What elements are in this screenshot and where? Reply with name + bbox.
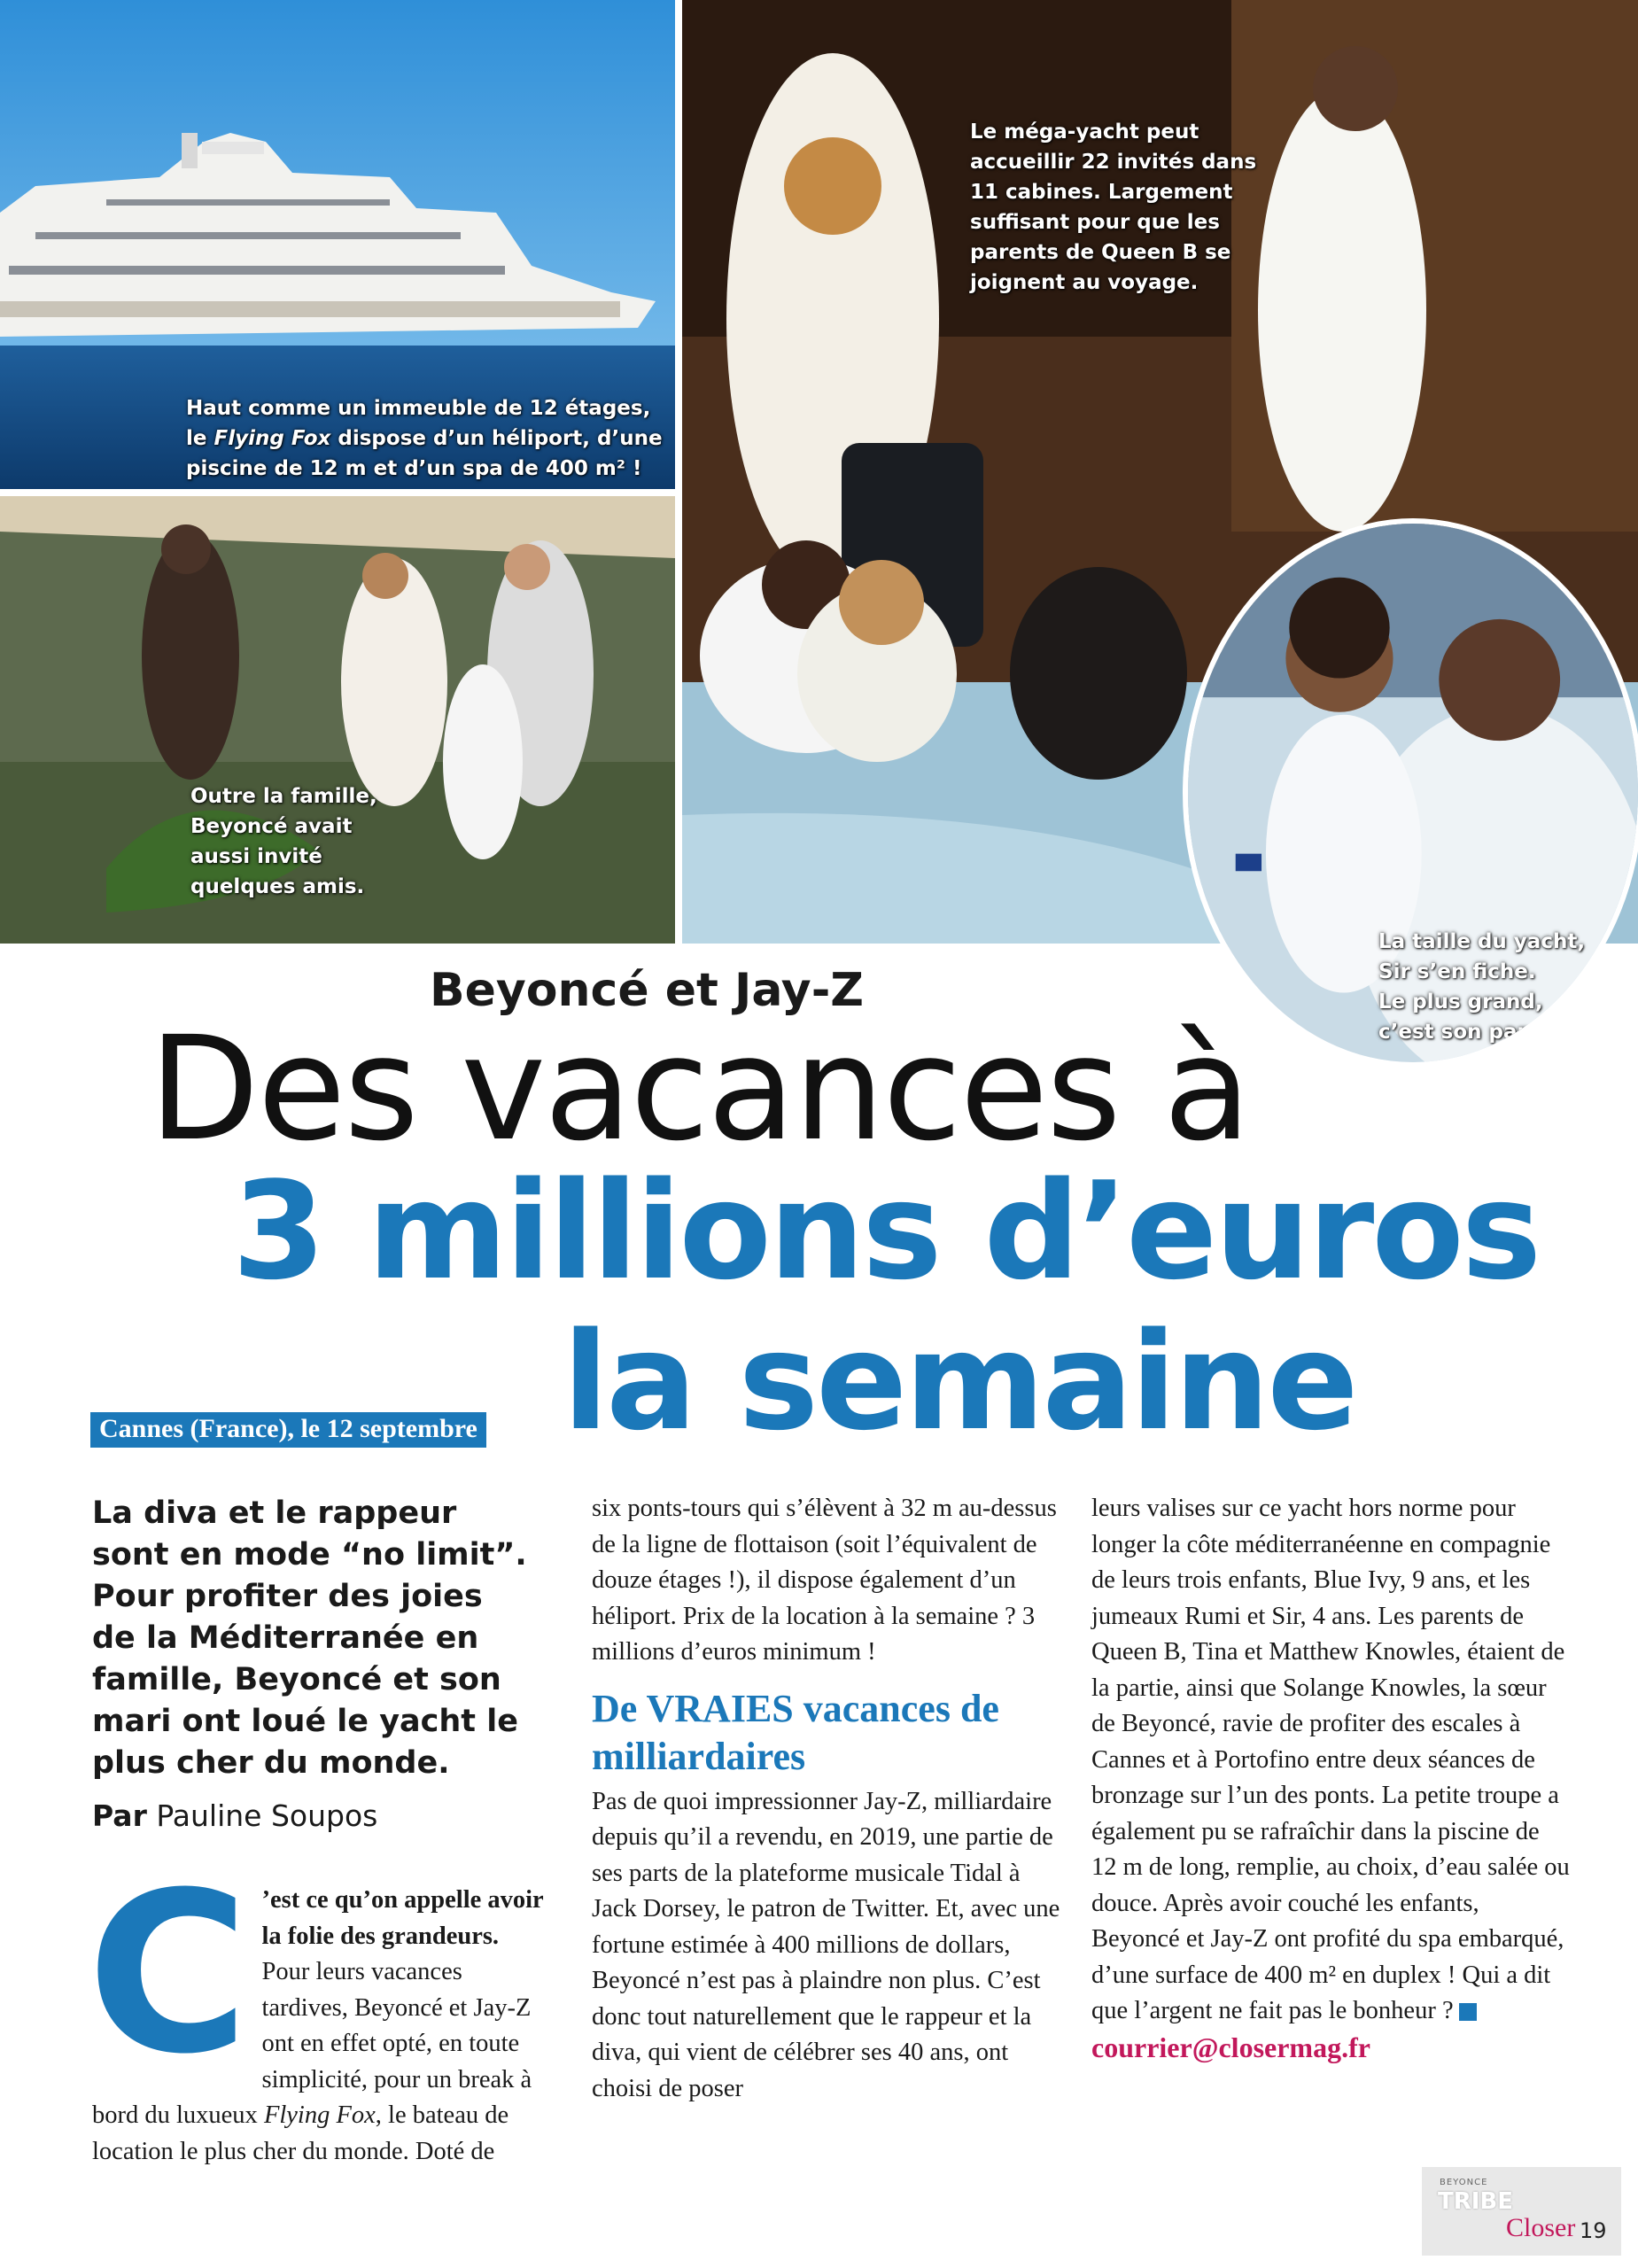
article-column-3 xyxy=(1091,1491,1570,2065)
headline-line-3: la semaine xyxy=(563,1303,1356,1460)
article-column-1 xyxy=(87,1845,553,2170)
lead-in: ’est ce qu’on appelle avoir la folie des grandeurs. xyxy=(261,1886,544,1950)
caption-line: Beyoncé avait xyxy=(190,815,353,838)
contact-email-link[interactable]: courrier@closermag.fr xyxy=(1091,2031,1370,2063)
page-number: 19 xyxy=(1580,2218,1607,2243)
caption-line: Sir s’en fiche. xyxy=(1378,960,1536,983)
article-column-2 xyxy=(592,1491,1070,2107)
caption-line: Haut comme un immeuble de 12 étages, xyxy=(186,397,651,420)
caption-line: joignent au voyage. xyxy=(970,271,1199,294)
footer-badge xyxy=(1422,2167,1621,2256)
headline-line-2: 3 millions d’euros xyxy=(232,1153,1540,1309)
caption-line: Outre la famille, xyxy=(190,785,377,808)
photo-yacht xyxy=(0,0,675,489)
caption-line: piscine de 12 m et d’un spa de 400 m² ! xyxy=(186,457,642,480)
yacht-name: Flying Fox xyxy=(263,2101,376,2129)
end-mark-icon xyxy=(1459,2003,1477,2021)
paragraph-2: six ponts-tours qui s’élèvent à 32 m au-dessus de la ligne de flottaison (soit l’équivalent de douze étages !), il dispose également d’un héliport. Prix de la location à la semaine ? 3 millions d’euros minimum ! xyxy=(592,1495,1057,1666)
subhead: De VRAIES vacances de milliardaires xyxy=(592,1686,999,1778)
byline-author: Pauline Soupos xyxy=(156,1798,378,1833)
lede: La diva et le rappeur sont en mode “no limit”. Pour profiter des joies de la Méditerranée en famille, Beyoncé et son mari ont loué le yacht le plus cher du monde. xyxy=(92,1495,527,1781)
caption-line: accueillir 22 invités dans xyxy=(970,151,1257,174)
circle-caption xyxy=(1378,927,1626,1047)
headline-line-1: Des vacances à xyxy=(149,1006,1250,1173)
caption-line: Le plus grand, xyxy=(1378,990,1543,1014)
footer-tribe: TRIBE xyxy=(1438,2188,1514,2215)
yacht-name: Flying Fox xyxy=(213,427,331,450)
photo-group xyxy=(0,496,675,944)
caption-line: le Flying Fox dispose d’un héliport, d’une xyxy=(186,427,663,450)
paragraph-1: Pour leurs vacances tardives, Beyoncé et Jay-Z ont en effet opté, en toute simplicité, pour un break à bord du luxueux xyxy=(92,1958,532,2129)
dateline: Cannes (France), le 12 septembre xyxy=(90,1412,486,1448)
paragraph-3: Pas de quoi impressionner Jay-Z, milliardaire depuis qu’il a revendu, en 2019, une partie de ses parts de la plateforme musicale Tidal à Jack Dorsey, le patron de Twitter. Et, avec une fortune estimée à 400 millions de dollars, Beyoncé n’est pas à plaindre non plus. C’est donc tout naturellement que le rappeur et la diva, qui vient de célébrer ses 40 ans, ont choisi de poser xyxy=(592,1787,1060,2102)
caption-line: La taille du yacht, xyxy=(1378,930,1586,953)
yacht-caption xyxy=(186,393,664,484)
paragraph-4: leurs valises sur ce yacht hors norme pour longer la côte méditerranéenne en compagnie de leurs trois enfants, Blue Ivy, 9 ans, et les jumeaux Rumi et Sir, 4 ans. Les parents de Queen B, Tina et Matthew Knowles, étaient de la partie, ainsi que Solange Knowles, la sœur de Beyoncé, ravie de profiter des escales à Cannes et à Portofino entre deux séances de bronzage sur l’un des ponts. La petite troupe a également pu se rafraîchir dans la piscine de 12 m de long, remplie, au choix, d’eau salée ou douce. Après avoir couché les enfants, Beyoncé et Jay-Z ont profité du spa embarqué, d’une surface de 400 m² en duplex ! Qui a dit que l’argent ne fait pas le bonheur ? xyxy=(1091,1495,1570,2024)
kicker: Beyoncé et Jay-Z xyxy=(430,964,864,1017)
paragraph-1-end: , le bateau de location le plus cher du monde. Doté de xyxy=(92,2101,509,2165)
photo-circle-inset xyxy=(1183,518,1638,1068)
group-caption xyxy=(190,781,385,902)
deck-caption xyxy=(970,117,1271,298)
caption-line: suffisant pour que les xyxy=(970,211,1220,234)
caption-line: aussi invité xyxy=(190,845,322,868)
caption-line: 11 cabines. Largement xyxy=(970,181,1233,204)
byline xyxy=(92,1798,377,1833)
caption-line: parents de Queen B se xyxy=(970,241,1231,264)
byline-prefix: Par xyxy=(92,1798,147,1833)
footer-tag: BEYONCE xyxy=(1440,2178,1488,2187)
caption-line: c’est son papa ! xyxy=(1378,1021,1562,1044)
caption-line: Le méga-yacht peut xyxy=(970,120,1199,144)
dropcap: C xyxy=(87,1845,250,2102)
brand-logo: Closer xyxy=(1506,2213,1576,2242)
caption-line: quelques amis. xyxy=(190,875,365,898)
